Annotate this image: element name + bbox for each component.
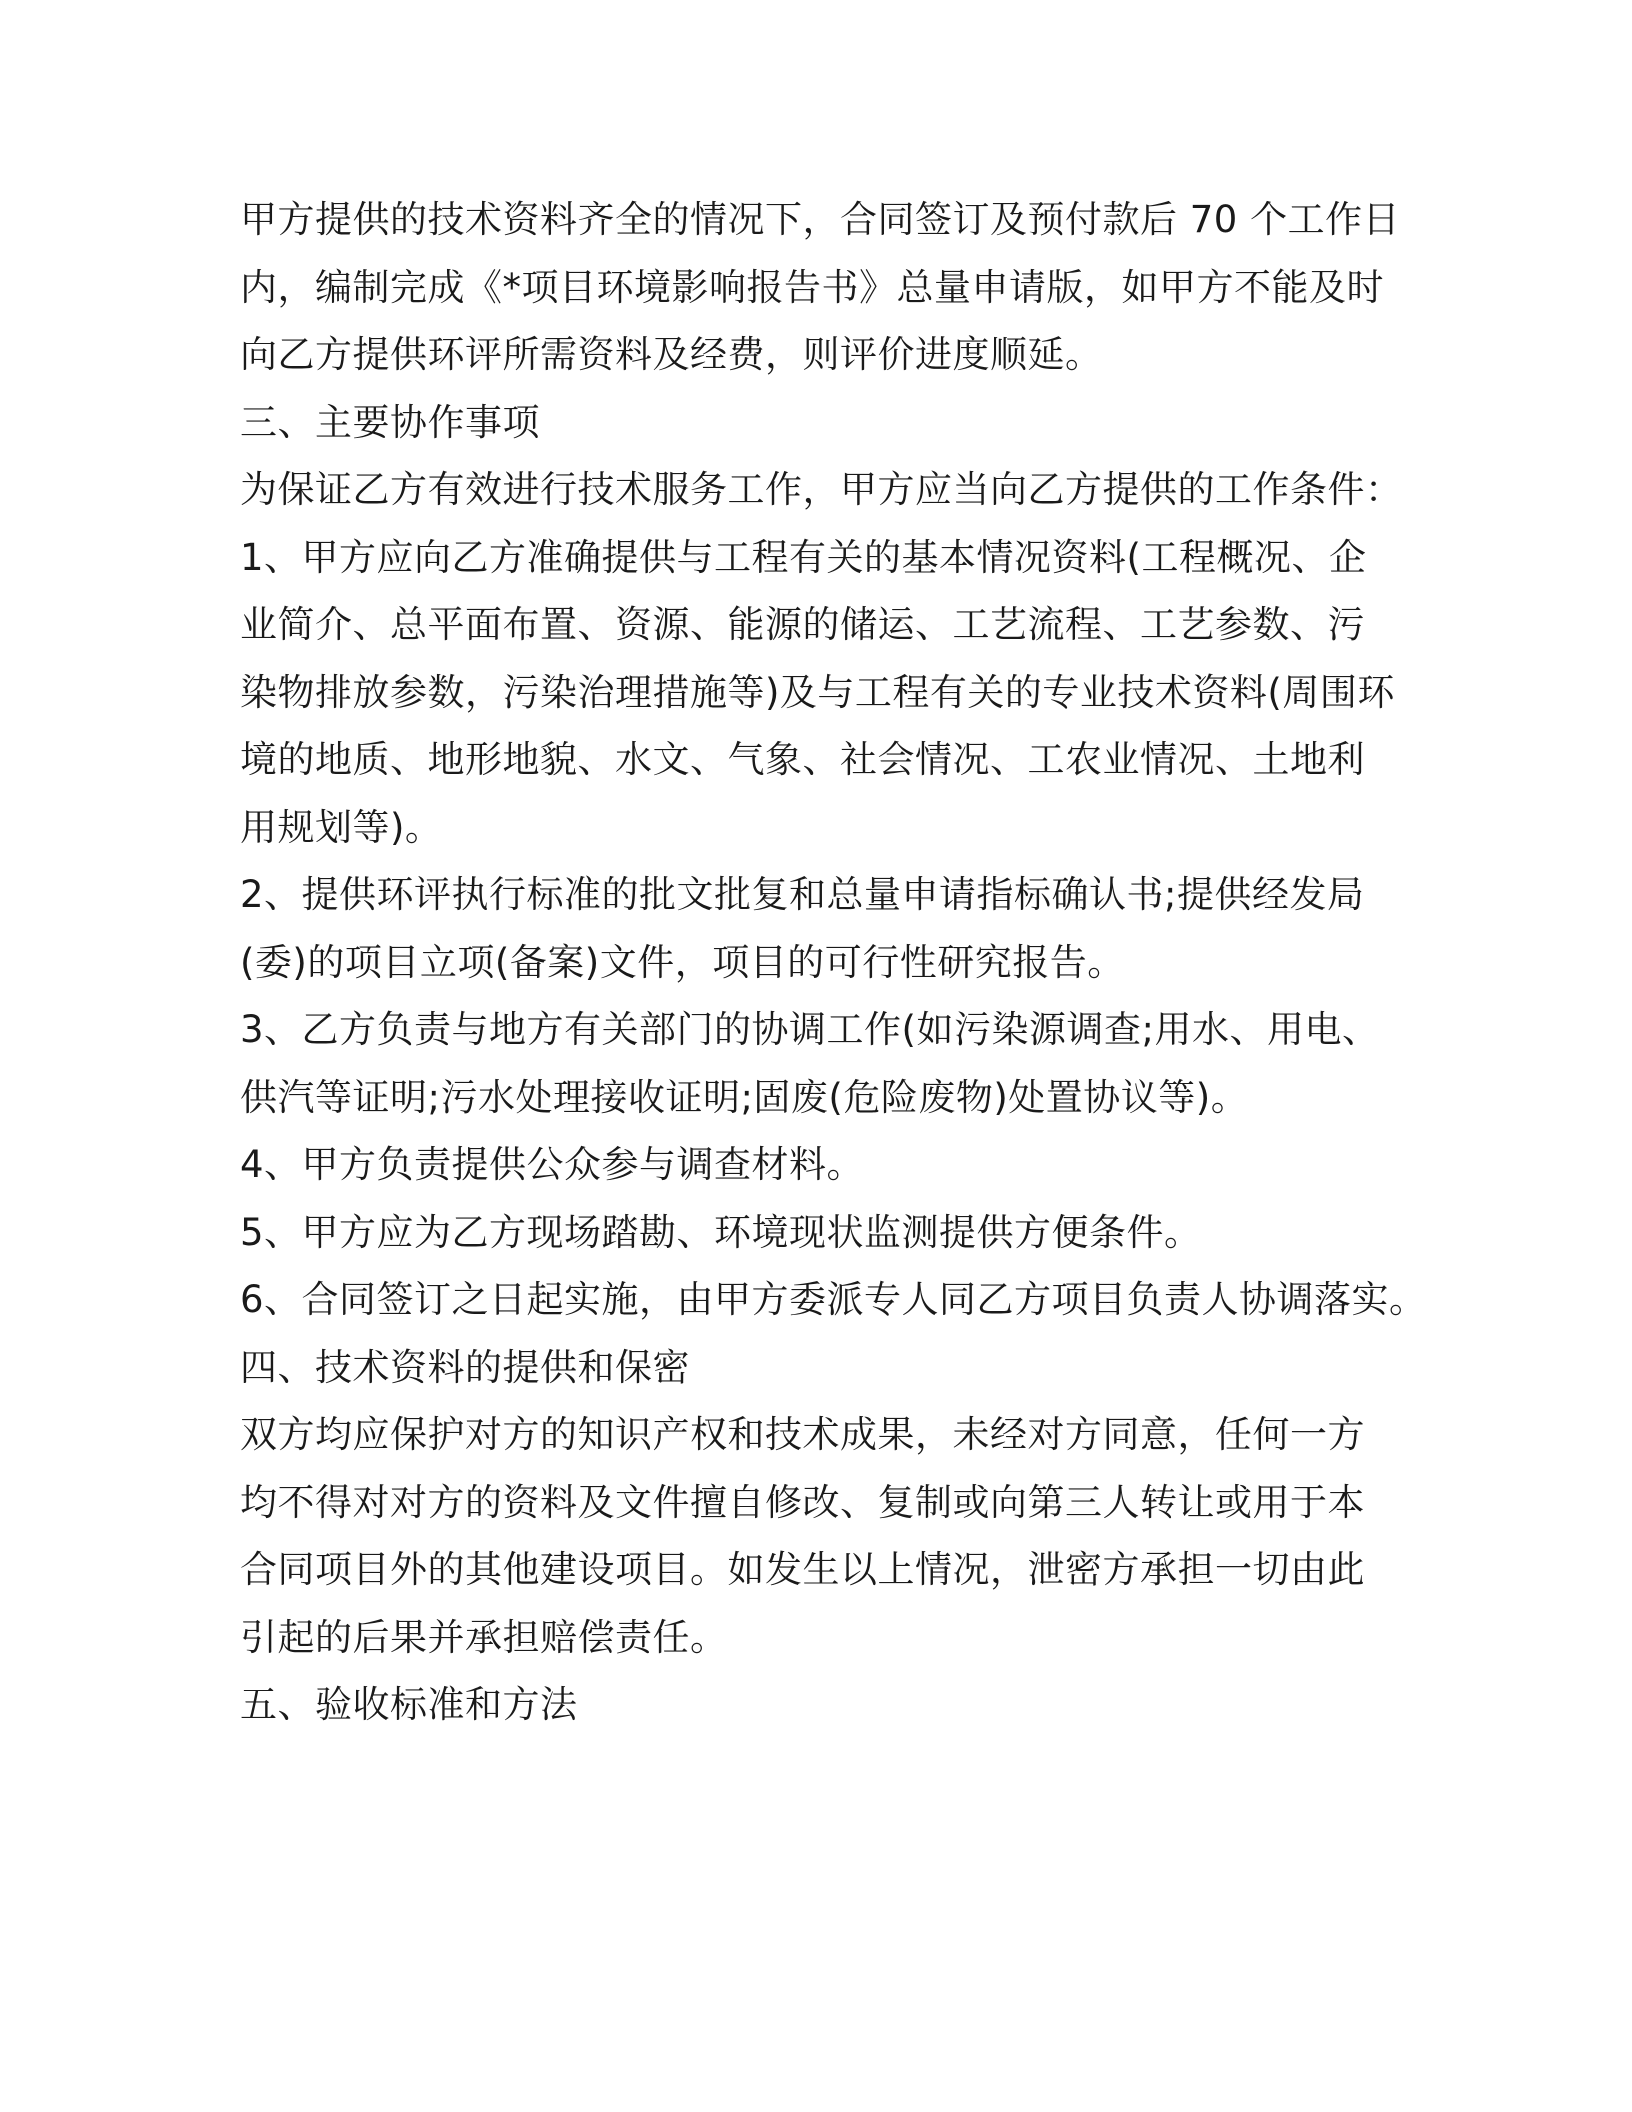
- section-heading: 四、技术资料的提供和保密: [240, 1345, 690, 1389]
- list-item-line: 1、甲方应向乙方准确提供与工程有关的基本情况资料(工程概况、企: [240, 535, 1367, 579]
- paragraph-line: 双方均应保护对方的知识产权和技术成果，未经对方同意，任何一方: [240, 1413, 1365, 1456]
- paragraph-line: 内，编制完成《*项目环境影响报告书》总量申请版，如甲方不能及时: [240, 265, 1384, 309]
- paragraph-line: 为保证乙方有效进行技术服务工作，甲方应当向乙方提供的工作条件：: [240, 468, 1403, 511]
- section-heading: 三、主要协作事项: [240, 400, 540, 444]
- list-item-line: 业简介、总平面布置、资源、能源的储运、工艺流程、工艺参数、污: [240, 603, 1365, 646]
- list-item-line: 4、甲方负责提供公众参与调查材料。: [240, 1143, 865, 1186]
- paragraph-line: 向乙方提供环评所需资料及经费，则评价进度顺延。: [240, 333, 1103, 376]
- paragraph-line: 引起的后果并承担赔偿责任。: [240, 1615, 728, 1659]
- list-item-line: (委)的项目立项(备案)文件，项目的可行性研究报告。: [240, 940, 1125, 984]
- section-heading: 五、验收标准和方法: [240, 1683, 578, 1726]
- list-item-line: 用规划等)。: [240, 805, 443, 849]
- document-body: [240, 186, 1427, 1739]
- list-item-line: 2、提供环评执行标准的批文批复和总量申请指标确认书;提供经发局: [240, 873, 1365, 916]
- list-item-line: 境的地质、地形地貌、水文、气象、社会情况、工农业情况、土地利: [240, 738, 1365, 781]
- list-item-line: 6、合同签订之日起实施，由甲方委派专人同乙方项目负责人协调落实。: [240, 1278, 1427, 1321]
- paragraph-line: 均不得对对方的资料及文件擅自修改、复制或向第三人转让或用于本: [240, 1480, 1365, 1524]
- paragraph-line: 甲方提供的技术资料齐全的情况下，合同签订及预付款后 70 个工作日: [240, 198, 1401, 241]
- list-item-line: 3、乙方负责与地方有关部门的协调工作(如污染源调查;用水、用电、: [240, 1008, 1380, 1051]
- paragraph-line: 合同项目外的其他建设项目。如发生以上情况，泄密方承担一切由此: [240, 1548, 1365, 1591]
- list-item-line: 5、甲方应为乙方现场踏勘、环境现状监测提供方便条件。: [240, 1210, 1202, 1254]
- list-item-line: 供汽等证明;污水处理接收证明;固废(危险废物)处置协议等)。: [240, 1075, 1249, 1119]
- list-item-line: 染物排放参数，污染治理措施等)及与工程有关的专业技术资料(周围环: [240, 670, 1395, 714]
